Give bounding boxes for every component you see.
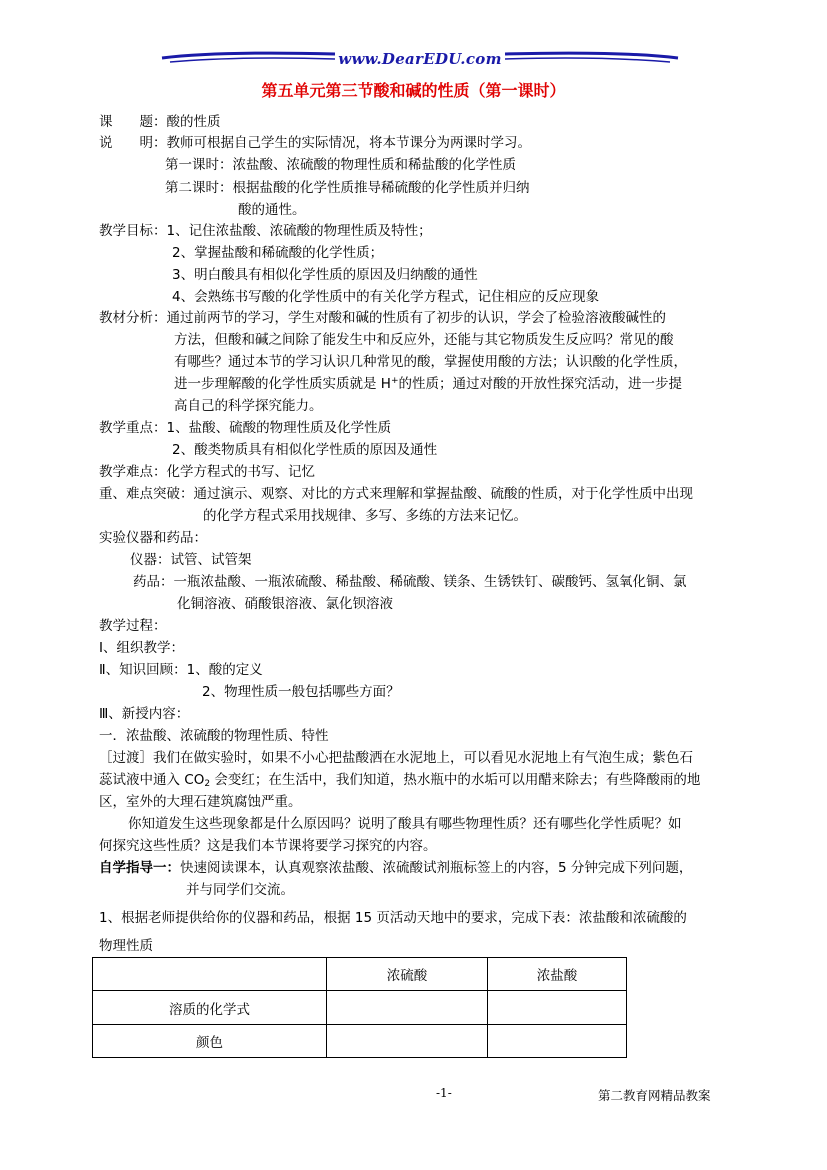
table-header-cell: 浓盐酸 [488,958,627,991]
table-row [93,1025,627,1058]
subject-line: 课 题：酸的性质 [99,114,221,130]
site-logo [160,48,680,74]
note-period-1: 第一课时：浓盐酸、浓硫酸的物理性质和稀盐酸的化学性质 [165,157,516,173]
breakthrough-line-1: 重、难点突破：通过演示、观察、对比的方式来理解和掌握盐酸、硫酸的性质，对于化学性质中出现 [99,486,693,502]
section-new-content: Ⅲ、新授内容： [99,706,190,722]
table-cell [327,1025,488,1058]
table-cell [488,991,627,1025]
table-header-cell: 浓硫酸 [327,958,488,991]
table-cell [488,1025,627,1058]
key-point-1: 教学重点：1、盐酸、硫酸的物理性质及化学性质 [99,420,392,436]
analysis-line-1: 教材分析：通过前两节的学习，学生对酸和碱的性质有了初步的认识，学会了检验溶液酸碱性的 [99,310,666,326]
table-row-label: 颜色 [93,1025,327,1058]
self-study-line-2: 并与同学们交流。 [186,882,294,898]
note-line: 说 明：教师可根据自己学生的实际情况，将本节课分为两课时学习。 [99,135,531,151]
goal-4: 4、会熟练书写酸的化学性质中的有关化学方程式，记住相应的反应现象 [172,289,600,305]
materials-heading: 实验仪器和药品： [99,530,207,546]
physical-properties-table [92,957,627,1058]
question-line-2: 何探究这些性质？这是我们本节课将要学习探究的内容。 [99,838,437,854]
transition-line-1: ［过渡］我们在做实验时，如果不小心把盐酸洒在水泥地上，可以看见水泥地上有气泡生成；紫色石 [99,750,693,766]
logo-text: www.DearEDU.com [338,50,502,68]
analysis-line-2: 方法，但酸和碱之间除了能发生中和反应外，还能与其它物质发生反应吗？常见的酸 [174,332,674,348]
note-period-2: 第二课时：根据盐酸的化学性质推导稀硫酸的化学性质并归纳 [165,180,530,196]
question-line-1: 你知道发生这些现象都是什么原因吗？说明了酸具有哪些物理性质？还有哪些化学性质呢？如 [128,816,682,832]
difficulty-line: 教学难点：化学方程式的书写、记忆 [99,464,315,480]
instruments-line: 仪器：试管、试管架 [130,552,252,568]
task-line-1: 1、根据老师提供给你的仪器和药品，根据 15 页活动天地中的要求，完成下表：浓盐酸和浓硫酸的 [99,910,687,926]
process-heading: 教学过程： [99,618,167,634]
goal-2: 2、掌握盐酸和稀硫酸的化学性质； [172,245,384,261]
analysis-line-3: 有哪些？通过本节的学习认识几种常见的酸，掌握使用酸的方法；认识酸的化学性质， [174,354,687,370]
task-line-2: 物理性质 [99,938,153,954]
reagents-line-2: 化铜溶液、硝酸银溶液、氯化钡溶液 [177,596,393,612]
reagents-line-1: 药品：一瓶浓盐酸、一瓶浓硫酸、稀盐酸、稀硫酸、镁条、生锈铁钉、碳酸钙、氢氧化铜、氯 [133,574,687,590]
subsection-heading: 一．浓盐酸、浓硫酸的物理性质、特性 [99,728,329,744]
note-period-2-cont: 酸的通性。 [238,202,306,218]
table-header-cell [93,958,327,991]
transition-line-3: 区，室外的大理石建筑腐蚀严重。 [99,794,302,810]
self-study-line-1: 自学指导一：快速阅读课本，认真观察浓盐酸、浓硫酸试剂瓶标签上的内容，5 分钟完成下列问题， [99,860,693,876]
review-item-2: 2、物理性质一般包括哪些方面？ [202,684,400,700]
analysis-line-5: 高自己的科学探究能力。 [174,398,323,414]
section-review: Ⅱ、知识回顾：1、酸的定义 [99,662,263,678]
table-header-row [93,958,627,991]
transition-line-2: 蕊试液中通入 $CO_2$ 会变红；在生活中，我们知道，热水瓶中的水垢可以用醋来除去；有些降酸雨的地 [99,772,701,789]
footer-brand: 第二教育网精品教案 [598,1088,711,1103]
page-number: -1- [436,1086,452,1100]
goal-1: 教学目标：1、记住浓盐酸、浓硫酸的物理性质及特性； [99,223,432,239]
goal-3: 3、明白酸具有相似化学性质的原因及归纳酸的通性 [172,267,478,283]
key-point-2: 2、酸类物质具有相似化学性质的原因及通性 [172,442,438,458]
page-title: 第五单元第三节酸和碱的性质（第一课时） [261,81,566,100]
analysis-line-4: 进一步理解酸的化学性质实质就是 H+的性质；通过对酸的开放性探究活动，进一步提 [174,376,682,392]
section-organize: Ⅰ、组织教学： [99,640,184,656]
breakthrough-line-2: 的化学方程式采用找规律、多写、多练的方法来记忆。 [203,508,527,524]
table-row-label: 溶质的化学式 [93,991,327,1025]
table-cell [327,991,488,1025]
table-row [93,991,627,1025]
